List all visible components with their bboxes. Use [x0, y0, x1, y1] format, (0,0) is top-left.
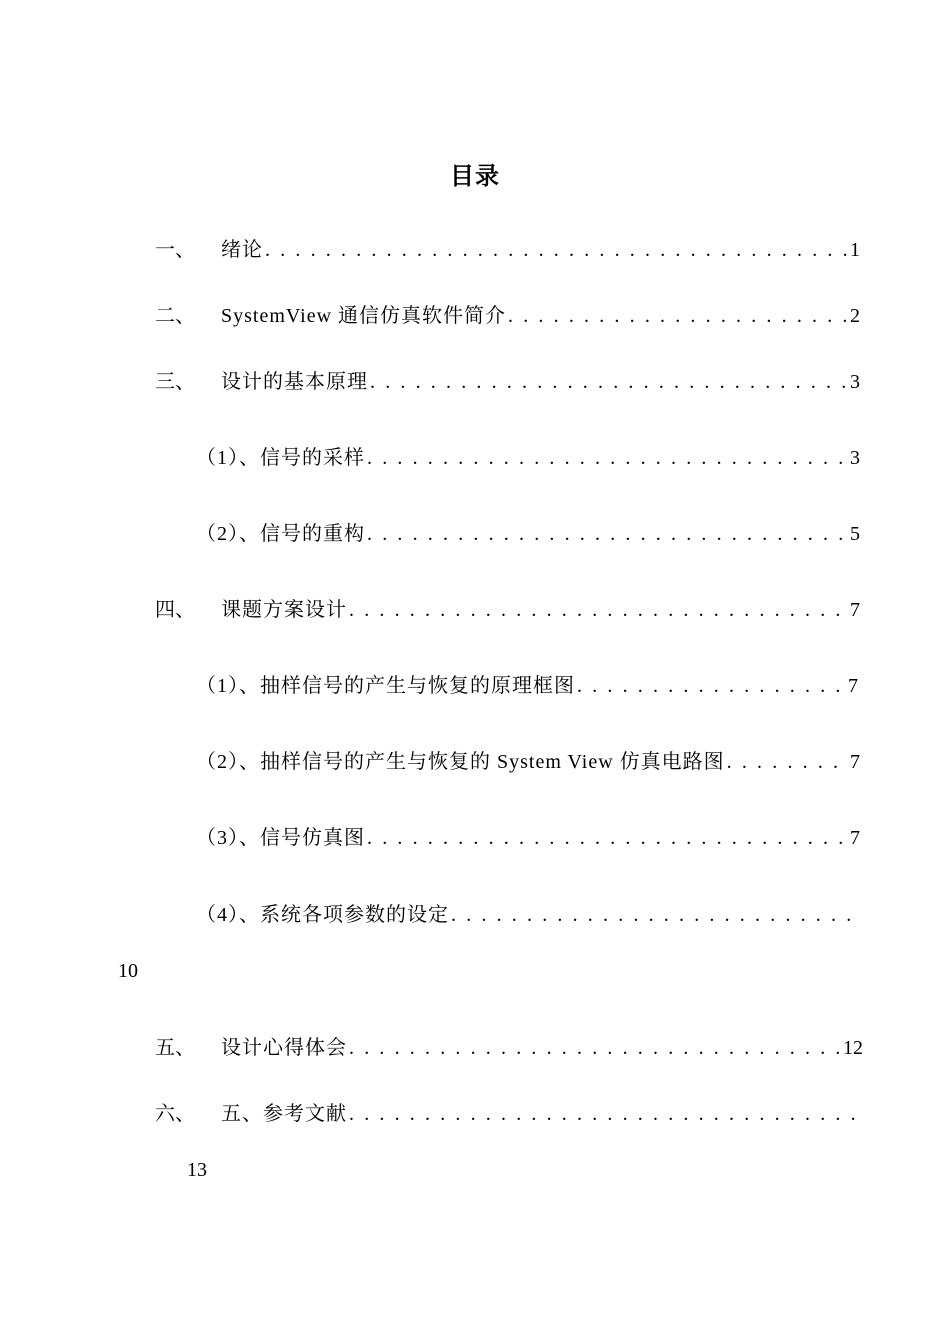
toc-dot-leader [347, 595, 848, 625]
toc-dot-leader [365, 823, 848, 853]
toc-entry-6[interactable] [155, 1099, 863, 1129]
toc-entry-page: 3 [850, 447, 860, 469]
toc-dot-leader [347, 1099, 863, 1129]
toc-dot-leader [365, 519, 848, 549]
toc-entry-number: 三、 [155, 371, 195, 393]
toc-entry-5[interactable] [155, 1033, 863, 1063]
toc-entry-number: 五、 [155, 1037, 195, 1059]
toc-entry-text: 课题方案设计 [221, 599, 347, 621]
toc-entry-number: 二、 [155, 305, 195, 327]
toc-entry-text: （1）、信号的采样 [196, 447, 365, 469]
toc-entry-page: 10 [118, 960, 138, 982]
toc-entry-text: （4）、系统各项参数的设定 [196, 904, 449, 926]
toc-entry-text: （1）、抽样信号的产生与恢复的原理框图 [196, 675, 575, 697]
toc-dot-leader [368, 367, 848, 397]
toc-entry-text: 设计心得体会 [221, 1037, 347, 1059]
toc-entry-page: 7 [850, 827, 860, 849]
toc-dot-leader [575, 671, 846, 701]
toc-dot-leader [365, 443, 848, 473]
toc-subentry-4-2[interactable] [196, 747, 860, 777]
toc-entry-4[interactable] [155, 595, 860, 625]
page-title: 目录 [450, 162, 500, 190]
toc-subentry-4-4[interactable] [196, 900, 862, 930]
toc-entry-page: 7 [850, 599, 860, 621]
toc-entry-text: 设计的基本原理 [221, 371, 368, 393]
toc-entry-page: 7 [848, 675, 858, 697]
toc-entry-text: 五、参考文献 [221, 1103, 347, 1125]
toc-entry-page: 1 [850, 239, 860, 261]
toc-entry-number: 一、 [155, 239, 195, 261]
toc-entry-text: （2）、信号的重构 [196, 523, 365, 545]
toc-entry-page: 13 [187, 1159, 207, 1181]
toc-subentry-3-2[interactable] [196, 519, 860, 549]
toc-entry-page: 5 [850, 523, 860, 545]
toc-entry-number: 六、 [155, 1103, 195, 1125]
toc-dot-leader [725, 747, 848, 777]
toc-entry-page: 12 [843, 1037, 863, 1059]
toc-entry-page: 7 [850, 751, 860, 773]
toc-entry-text: SystemView 通信仿真软件简介 [221, 305, 507, 327]
toc-subentry-4-1[interactable] [196, 671, 858, 701]
toc-subentry-3-1[interactable] [196, 443, 860, 473]
toc-entry-2[interactable] [155, 301, 860, 331]
toc-dot-leader [263, 235, 848, 265]
toc-entry-3[interactable] [155, 367, 860, 397]
toc-entry-text: （3）、信号仿真图 [196, 827, 365, 849]
toc-entry-page: 3 [850, 371, 860, 393]
toc-entry-number: 四、 [155, 599, 195, 621]
toc-entry-text: （2）、抽样信号的产生与恢复的 System View 仿真电路图 [196, 751, 725, 773]
toc-entry-text: 绪论 [221, 239, 263, 261]
toc-dot-leader [347, 1033, 841, 1063]
toc-subentry-4-3[interactable] [196, 823, 860, 853]
toc-dot-leader [449, 900, 862, 930]
toc-entry-page: 2 [850, 305, 860, 327]
toc-entry-1[interactable] [155, 235, 860, 265]
toc-dot-leader [506, 301, 848, 331]
